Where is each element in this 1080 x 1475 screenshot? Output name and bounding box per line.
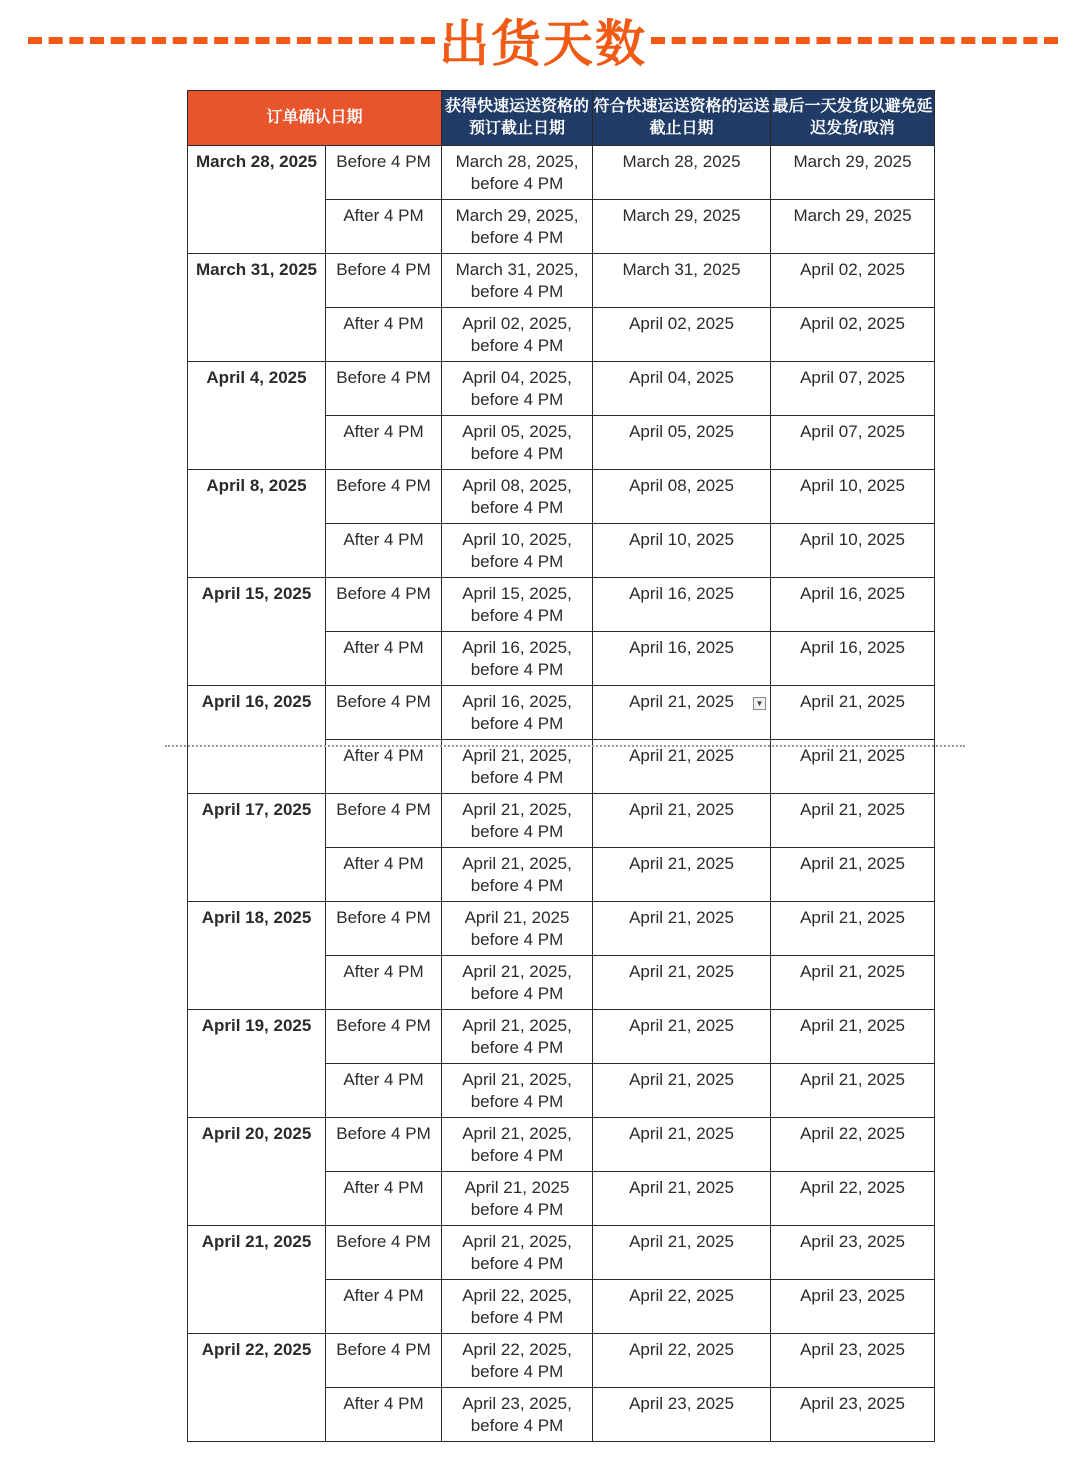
- header-order-confirm-date: 订单确认日期: [188, 91, 442, 146]
- last-ship-day-cell: [771, 578, 935, 632]
- booking-deadline-cell: [442, 956, 593, 1010]
- booking-deadline-text: [442, 146, 592, 195]
- last-ship-day-cell: [771, 1172, 935, 1226]
- ship-deadline-text: April 23, 2025: [629, 1394, 734, 1413]
- ship-deadline-cell: [593, 1388, 771, 1442]
- ship-deadline-cell: [593, 1334, 771, 1388]
- booking-deadline-text: [442, 1226, 592, 1275]
- order-date-text: March 28, 2025: [196, 152, 317, 171]
- booking-deadline-cell: [442, 1118, 593, 1172]
- order-date-text: April 4, 2025: [206, 368, 307, 387]
- order-date-text: April 8, 2025: [206, 476, 307, 495]
- booking-date-line: April 21, 2025,: [462, 1232, 572, 1251]
- booking-deadline-text: [442, 1010, 592, 1059]
- last-ship-day-text: March 29, 2025: [793, 206, 912, 225]
- time-slot-cell: [326, 524, 442, 578]
- booking-deadline-text: [442, 470, 592, 519]
- booking-time-line: before 4 PM: [470, 984, 564, 1003]
- dropdown-icon[interactable]: ▼: [753, 697, 766, 710]
- time-slot-cell: [326, 848, 442, 902]
- last-ship-day-text: April 10, 2025: [800, 530, 905, 549]
- last-ship-day-text: April 16, 2025: [800, 584, 905, 603]
- time-slot-text: After 4 PM: [343, 746, 424, 765]
- last-ship-day-text: April 21, 2025: [800, 1070, 905, 1089]
- order-date-cell: [188, 1118, 326, 1226]
- booking-time-line: before 4 PM: [470, 660, 564, 679]
- booking-deadline-cell: [442, 1010, 593, 1064]
- booking-date-line: April 10, 2025,: [462, 530, 572, 549]
- last-ship-day-text: March 29, 2025: [793, 152, 912, 171]
- booking-deadline-text: [442, 1334, 592, 1383]
- booking-deadline-cell: [442, 524, 593, 578]
- ship-deadline-cell: [593, 848, 771, 902]
- table-row: [188, 794, 935, 848]
- ship-deadline-text: April 21, 2025: [629, 1016, 734, 1035]
- title-dash-right: [651, 37, 1058, 44]
- ship-deadline-text: March 31, 2025: [622, 260, 741, 279]
- ship-deadline-cell: [593, 1064, 771, 1118]
- last-ship-day-text: April 21, 2025: [800, 854, 905, 873]
- order-date-text: March 31, 2025: [196, 260, 317, 279]
- booking-deadline-text: [442, 1064, 592, 1113]
- ship-deadline-cell: [593, 470, 771, 524]
- ship-deadline-cell: [593, 1226, 771, 1280]
- time-slot-text: Before 4 PM: [336, 1016, 431, 1035]
- ship-deadline-text: April 10, 2025: [629, 530, 734, 549]
- last-ship-day-cell: [771, 416, 935, 470]
- time-slot-cell: [326, 1334, 442, 1388]
- booking-date-line: April 21, 2025: [464, 1178, 570, 1197]
- last-ship-day-cell: [771, 1280, 935, 1334]
- booking-deadline-text: [442, 1388, 592, 1437]
- booking-deadline-text: [442, 308, 592, 357]
- ship-deadline-cell: [593, 254, 771, 308]
- booking-time-line: before 4 PM: [470, 498, 564, 517]
- booking-deadline-text: [442, 416, 592, 465]
- last-ship-day-cell: [771, 362, 935, 416]
- time-slot-cell: [326, 146, 442, 200]
- booking-deadline-cell: [442, 308, 593, 362]
- booking-time-line: before 4 PM: [470, 930, 564, 949]
- ship-deadline-cell: [593, 200, 771, 254]
- last-ship-day-text: April 23, 2025: [800, 1394, 905, 1413]
- time-slot-cell: [326, 956, 442, 1010]
- booking-deadline-cell: [442, 740, 593, 794]
- time-slot-text: Before 4 PM: [336, 1340, 431, 1359]
- booking-time-line: before 4 PM: [470, 1362, 564, 1381]
- order-date-cell: [188, 254, 326, 362]
- ship-deadline-cell: [593, 524, 771, 578]
- booking-deadline-text: [442, 1118, 592, 1167]
- last-ship-day-cell: [771, 1226, 935, 1280]
- booking-date-line: April 08, 2025,: [462, 476, 572, 495]
- time-slot-cell: [326, 1226, 442, 1280]
- ship-deadline-text: April 21, 2025: [629, 1178, 734, 1197]
- order-date-cell: [188, 1010, 326, 1118]
- last-ship-day-cell: [771, 1118, 935, 1172]
- booking-deadline-text: [442, 632, 592, 681]
- booking-date-line: April 22, 2025,: [462, 1340, 572, 1359]
- table-body: [188, 146, 935, 1442]
- order-date-cell: [188, 146, 326, 254]
- ship-deadline-text: April 21, 2025: [629, 908, 734, 927]
- ship-deadline-cell: [593, 1280, 771, 1334]
- time-slot-text: Before 4 PM: [336, 584, 431, 603]
- ship-deadline-cell: [593, 740, 771, 794]
- time-slot-cell: [326, 470, 442, 524]
- time-slot-cell: [326, 578, 442, 632]
- time-slot-text: After 4 PM: [343, 1178, 424, 1197]
- booking-deadline-text: [442, 524, 592, 573]
- last-ship-day-text: April 22, 2025: [800, 1124, 905, 1143]
- time-slot-text: Before 4 PM: [336, 476, 431, 495]
- last-ship-day-text: April 21, 2025: [800, 746, 905, 765]
- ship-deadline-text: April 22, 2025: [629, 1286, 734, 1305]
- order-date-text: April 20, 2025: [201, 1124, 312, 1143]
- ship-deadline-text: April 21, 2025: [629, 962, 734, 981]
- shipping-schedule-table: [187, 90, 935, 1442]
- booking-deadline-text: [442, 794, 592, 843]
- table-row: [188, 686, 935, 740]
- order-date-text: April 22, 2025: [201, 1340, 312, 1359]
- last-ship-day-text: April 07, 2025: [800, 422, 905, 441]
- page-break-line: [165, 745, 965, 747]
- booking-time-line: before 4 PM: [470, 1092, 564, 1111]
- last-ship-day-text: April 23, 2025: [800, 1232, 905, 1251]
- booking-time-line: before 4 PM: [470, 768, 564, 787]
- last-ship-day-text: April 07, 2025: [800, 368, 905, 387]
- time-slot-text: After 4 PM: [343, 962, 424, 981]
- time-slot-text: Before 4 PM: [336, 260, 431, 279]
- booking-time-line: before 4 PM: [470, 444, 564, 463]
- last-ship-day-cell: [771, 1064, 935, 1118]
- booking-deadline-cell: [442, 632, 593, 686]
- ship-deadline-text: April 02, 2025: [629, 314, 734, 333]
- table-row: [188, 1226, 935, 1280]
- booking-time-line: before 4 PM: [470, 1254, 564, 1273]
- header-row: [188, 91, 935, 146]
- time-slot-text: Before 4 PM: [336, 1232, 431, 1251]
- booking-deadline-cell: [442, 1064, 593, 1118]
- booking-time-line: before 4 PM: [470, 552, 564, 571]
- last-ship-day-cell: [771, 794, 935, 848]
- order-date-cell: [188, 686, 326, 794]
- booking-deadline-text: [442, 362, 592, 411]
- booking-time-line: before 4 PM: [470, 876, 564, 895]
- booking-deadline-cell: [442, 1280, 593, 1334]
- order-date-cell: [188, 902, 326, 1010]
- booking-deadline-cell: [442, 470, 593, 524]
- booking-deadline-text: [442, 200, 592, 249]
- header-booking-deadline: 获得快速运送资格的预订截止日期: [442, 91, 593, 146]
- last-ship-day-cell: [771, 902, 935, 956]
- booking-deadline-cell: [442, 1334, 593, 1388]
- ship-deadline-text: April 21, 2025: [629, 800, 734, 819]
- booking-date-line: April 05, 2025,: [462, 422, 572, 441]
- ship-deadline-cell: [593, 1118, 771, 1172]
- order-date-text: April 19, 2025: [201, 1016, 312, 1035]
- booking-time-line: before 4 PM: [470, 1146, 564, 1165]
- booking-deadline-cell: [442, 416, 593, 470]
- ship-deadline-cell: [593, 146, 771, 200]
- booking-deadline-cell: [442, 200, 593, 254]
- booking-date-line: April 21, 2025,: [462, 1124, 572, 1143]
- time-slot-cell: [326, 1388, 442, 1442]
- booking-date-line: April 15, 2025,: [462, 584, 572, 603]
- booking-deadline-cell: [442, 794, 593, 848]
- ship-deadline-text: April 08, 2025: [629, 476, 734, 495]
- booking-date-line: April 23, 2025,: [462, 1394, 572, 1413]
- booking-deadline-cell: [442, 362, 593, 416]
- table-row: [188, 1334, 935, 1388]
- order-date-text: April 15, 2025: [201, 584, 312, 603]
- last-ship-day-cell: [771, 740, 935, 794]
- time-slot-cell: [326, 1010, 442, 1064]
- time-slot-text: After 4 PM: [343, 1070, 424, 1089]
- last-ship-day-cell: [771, 1010, 935, 1064]
- time-slot-text: After 4 PM: [343, 1394, 424, 1413]
- booking-deadline-text: [442, 578, 592, 627]
- booking-deadline-cell: [442, 686, 593, 740]
- ship-deadline-cell: [593, 794, 771, 848]
- title-bar: [0, 0, 1080, 80]
- ship-deadline-cell: [593, 686, 771, 740]
- last-ship-day-cell: [771, 848, 935, 902]
- time-slot-text: After 4 PM: [343, 206, 424, 225]
- last-ship-day-cell: [771, 524, 935, 578]
- booking-time-line: before 4 PM: [470, 822, 564, 841]
- last-ship-day-text: April 16, 2025: [800, 638, 905, 657]
- ship-deadline-cell: [593, 956, 771, 1010]
- last-ship-day-text: April 23, 2025: [800, 1286, 905, 1305]
- booking-deadline-cell: [442, 1226, 593, 1280]
- booking-deadline-cell: [442, 578, 593, 632]
- table-row: [188, 254, 935, 308]
- ship-deadline-cell: [593, 902, 771, 956]
- header-ship-deadline: 符合快速运送资格的运送截止日期: [593, 91, 771, 146]
- booking-deadline-cell: [442, 1388, 593, 1442]
- booking-deadline-text: [442, 848, 592, 897]
- time-slot-cell: [326, 686, 442, 740]
- booking-date-line: April 21, 2025,: [462, 1016, 572, 1035]
- booking-deadline-cell: [442, 146, 593, 200]
- time-slot-cell: [326, 308, 442, 362]
- time-slot-text: After 4 PM: [343, 854, 424, 873]
- booking-date-line: April 21, 2025,: [462, 746, 572, 765]
- ship-deadline-cell: [593, 632, 771, 686]
- last-ship-day-cell: [771, 254, 935, 308]
- time-slot-text: After 4 PM: [343, 1286, 424, 1305]
- booking-deadline-text: [442, 254, 592, 303]
- booking-time-line: before 4 PM: [470, 1416, 564, 1435]
- last-ship-day-cell: [771, 200, 935, 254]
- last-ship-day-text: April 02, 2025: [800, 314, 905, 333]
- time-slot-text: After 4 PM: [343, 422, 424, 441]
- last-ship-day-cell: [771, 146, 935, 200]
- order-date-cell: [188, 578, 326, 686]
- time-slot-text: After 4 PM: [343, 314, 424, 333]
- ship-deadline-text: April 21, 2025: [629, 1124, 734, 1143]
- last-ship-day-cell: [771, 308, 935, 362]
- order-date-text: April 21, 2025: [201, 1232, 312, 1251]
- booking-time-line: before 4 PM: [470, 228, 564, 247]
- time-slot-cell: [326, 1280, 442, 1334]
- booking-time-line: before 4 PM: [470, 714, 564, 733]
- last-ship-day-text: April 21, 2025: [800, 962, 905, 981]
- time-slot-text: Before 4 PM: [336, 152, 431, 171]
- title-dash-left: [28, 37, 435, 44]
- booking-date-line: March 31, 2025,: [455, 260, 579, 279]
- booking-deadline-text: [442, 1280, 592, 1329]
- order-date-cell: [188, 1334, 326, 1442]
- booking-date-line: April 21, 2025,: [462, 800, 572, 819]
- order-date-text: April 18, 2025: [201, 908, 312, 927]
- time-slot-text: Before 4 PM: [336, 800, 431, 819]
- time-slot-cell: [326, 416, 442, 470]
- time-slot-text: Before 4 PM: [336, 1124, 431, 1143]
- order-date-cell: [188, 470, 326, 578]
- last-ship-day-cell: [771, 1388, 935, 1442]
- last-ship-day-text: April 21, 2025: [800, 1016, 905, 1035]
- time-slot-cell: [326, 254, 442, 308]
- ship-deadline-text: April 16, 2025: [629, 584, 734, 603]
- table-row: [188, 470, 935, 524]
- ship-deadline-text: March 28, 2025: [622, 152, 741, 171]
- booking-date-line: April 21, 2025,: [462, 1070, 572, 1089]
- time-slot-text: Before 4 PM: [336, 908, 431, 927]
- booking-deadline-text: [442, 902, 592, 951]
- booking-time-line: before 4 PM: [470, 1038, 564, 1057]
- time-slot-cell: [326, 740, 442, 794]
- time-slot-cell: [326, 1118, 442, 1172]
- order-date-text: April 16, 2025: [201, 692, 312, 711]
- booking-deadline-text: [442, 1172, 592, 1221]
- last-ship-day-text: April 23, 2025: [800, 1340, 905, 1359]
- booking-deadline-cell: [442, 848, 593, 902]
- ship-deadline-cell: [593, 578, 771, 632]
- time-slot-text: After 4 PM: [343, 638, 424, 657]
- ship-deadline-cell: [593, 1010, 771, 1064]
- order-date-cell: [188, 362, 326, 470]
- booking-date-line: April 16, 2025,: [462, 692, 572, 711]
- last-ship-day-text: April 21, 2025: [800, 908, 905, 927]
- time-slot-cell: [326, 362, 442, 416]
- order-date-cell: [188, 794, 326, 902]
- table-row: [188, 362, 935, 416]
- booking-date-line: April 21, 2025,: [462, 962, 572, 981]
- ship-deadline-cell: [593, 362, 771, 416]
- ship-deadline-text: April 21, 2025: [629, 1070, 734, 1089]
- last-ship-day-cell: [771, 956, 935, 1010]
- ship-deadline-text: April 16, 2025: [629, 638, 734, 657]
- booking-deadline-text: [442, 740, 592, 789]
- last-ship-day-text: April 22, 2025: [800, 1178, 905, 1197]
- booking-date-line: April 04, 2025,: [462, 368, 572, 387]
- time-slot-cell: [326, 1064, 442, 1118]
- ship-deadline-text: April 21, 2025: [629, 746, 734, 765]
- time-slot-cell: [326, 200, 442, 254]
- booking-date-line: April 21, 2025,: [462, 854, 572, 873]
- ship-deadline-cell: [593, 308, 771, 362]
- last-ship-day-cell: [771, 632, 935, 686]
- ship-deadline-text: March 29, 2025: [622, 206, 741, 225]
- time-slot-text: Before 4 PM: [336, 692, 431, 711]
- ship-deadline-cell: [593, 1172, 771, 1226]
- booking-time-line: before 4 PM: [470, 282, 564, 301]
- booking-date-line: March 29, 2025,: [455, 206, 579, 225]
- last-ship-day-text: April 21, 2025: [800, 692, 905, 711]
- order-date-cell: [188, 1226, 326, 1334]
- booking-deadline-cell: [442, 254, 593, 308]
- booking-time-line: before 4 PM: [470, 1308, 564, 1327]
- order-date-text: April 17, 2025: [201, 800, 312, 819]
- ship-deadline-text: April 21, 2025: [629, 854, 734, 873]
- booking-deadline-cell: [442, 1172, 593, 1226]
- booking-time-line: before 4 PM: [470, 336, 564, 355]
- last-ship-day-text: April 21, 2025: [800, 800, 905, 819]
- last-ship-day-cell: [771, 1334, 935, 1388]
- last-ship-day-cell: [771, 470, 935, 524]
- booking-time-line: before 4 PM: [470, 1200, 564, 1219]
- booking-date-line: April 02, 2025,: [462, 314, 572, 333]
- booking-time-line: before 4 PM: [470, 174, 564, 193]
- table-row: [188, 146, 935, 200]
- ship-deadline-text: April 04, 2025: [629, 368, 734, 387]
- last-ship-day-text: April 10, 2025: [800, 476, 905, 495]
- booking-deadline-cell: [442, 902, 593, 956]
- booking-deadline-text: [442, 686, 592, 735]
- time-slot-text: After 4 PM: [343, 530, 424, 549]
- ship-deadline-cell: [593, 416, 771, 470]
- booking-date-line: April 16, 2025,: [462, 638, 572, 657]
- ship-deadline-text: April 05, 2025: [629, 422, 734, 441]
- table-row: [188, 578, 935, 632]
- ship-deadline-text: April 22, 2025: [629, 1340, 734, 1359]
- booking-time-line: before 4 PM: [470, 606, 564, 625]
- booking-date-line: March 28, 2025,: [455, 152, 579, 171]
- last-ship-day-cell: [771, 686, 935, 740]
- table-row: [188, 1118, 935, 1172]
- booking-deadline-text: [442, 956, 592, 1005]
- time-slot-cell: [326, 902, 442, 956]
- page-title: 出货天数: [439, 15, 647, 73]
- time-slot-cell: [326, 1172, 442, 1226]
- ship-deadline-text: April 21, 2025: [629, 1232, 734, 1251]
- booking-time-line: before 4 PM: [470, 390, 564, 409]
- table-row: [188, 1010, 935, 1064]
- time-slot-text: Before 4 PM: [336, 368, 431, 387]
- last-ship-day-text: April 02, 2025: [800, 260, 905, 279]
- header-last-ship-day: 最后一天发货以避免延迟发货/取消: [771, 91, 935, 146]
- booking-date-line: April 22, 2025,: [462, 1286, 572, 1305]
- time-slot-cell: [326, 632, 442, 686]
- ship-deadline-text: April 21, 2025: [629, 692, 734, 711]
- booking-date-line: April 21, 2025: [464, 908, 570, 927]
- table-row: [188, 902, 935, 956]
- time-slot-cell: [326, 794, 442, 848]
